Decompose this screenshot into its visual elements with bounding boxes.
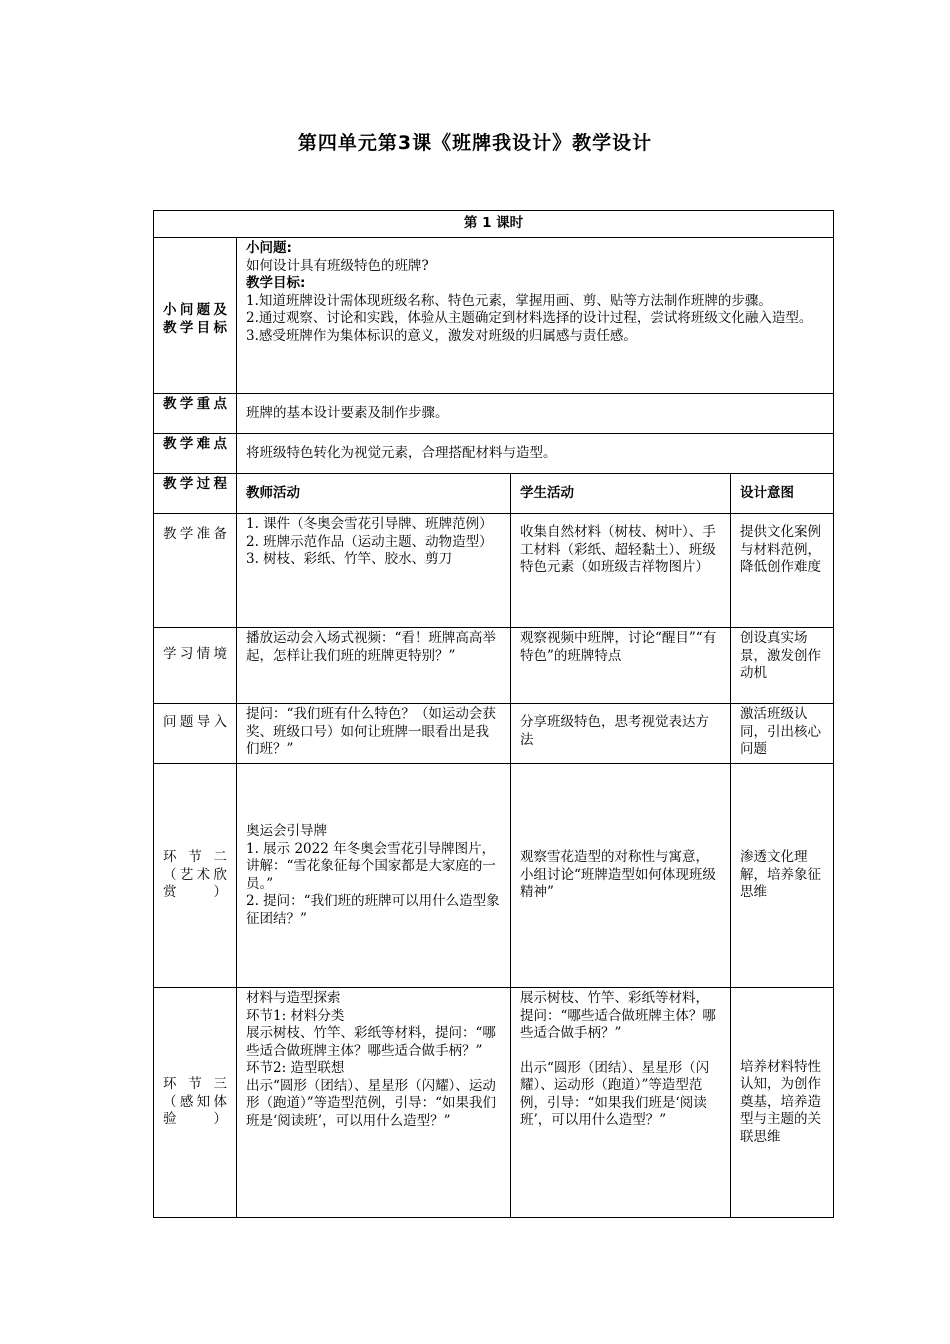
student-line: 观察雪花造型的对称性与寓意，小组讨论“班牌造型如何体现班级精神”	[520, 849, 716, 901]
student-line: 观察视频中班牌，讨论“醒目”“有特色”的班牌特点	[520, 630, 717, 664]
teacher-line: 奥运会引导牌	[246, 823, 327, 839]
teacher-line: 1. 课件（冬奥会雪花引导牌、班牌范例）	[246, 516, 493, 532]
teacher-activity	[237, 514, 511, 628]
design-intent	[731, 628, 834, 704]
intent-line: 提供文化案例与材料范例，降低创作难度	[740, 524, 821, 575]
goal-item: 3.感受班牌作为集体标识的意义，激发对班级的归属感与责任感。	[246, 327, 637, 344]
intent-line: 渗透文化理解，培养象征思维	[740, 849, 821, 901]
lesson-label: 第 1 课时	[154, 211, 834, 238]
intent-line: 激活班级认同，引出核心问题	[740, 706, 821, 757]
stage-label: 学习情境	[154, 628, 237, 704]
difficulty-label: 教学难点	[154, 434, 237, 474]
lesson-plan-table	[153, 210, 834, 1218]
design-intent	[731, 704, 834, 764]
difficulty-row	[154, 434, 834, 474]
key-point-row	[154, 394, 834, 434]
lesson-row	[154, 211, 834, 238]
page-title: 第四单元第3课《班牌我设计》教学设计	[297, 132, 653, 154]
design-intent	[731, 988, 834, 1218]
student-line: 出示“圆形（团结）、星星形（闪耀）、运动形（跑道）”等造型范例，引导：“如果我们班是‘阅读班’，可以用什么造型？”	[520, 1059, 710, 1128]
goals-heading: 教学目标:	[246, 275, 306, 291]
teacher-activity	[237, 704, 511, 764]
student-line: 收集自然材料（树枝、树叶）、手工材料（彩纸、超轻黏土）、班级特色元素（如班级吉祥物图片）	[520, 524, 716, 575]
student-activity	[511, 514, 731, 628]
teacher-line: 材料与造型探索	[246, 990, 341, 1006]
teacher-activity	[237, 628, 511, 704]
question-heading: 小问题:	[246, 240, 292, 256]
goal-item: 2.通过观察、讨论和实践，体验从主题确定到材料选择的设计过程，尝试将班级文化融入造型。	[246, 310, 813, 326]
teacher-line: 2. 提问：“我们班的班牌可以用什么造型象征团结？”	[246, 893, 500, 927]
goals-cell	[237, 238, 834, 394]
process-row	[154, 704, 834, 764]
difficulty-text: 将班级特色转化为视觉元素，合理搭配材料与造型。	[237, 434, 834, 474]
teacher-line: 展示树枝、竹竿、彩纸等材料，提问：“哪些适合做班牌主体？哪些适合做手柄？”	[246, 1025, 496, 1059]
teacher-line: 出示“圆形（团结）、星星形（闪耀）、运动形（跑道）”等造型范例，引导：“如果我们班是‘阅读班’，可以用什么造型？”	[246, 1077, 497, 1129]
stage-label: 教学准备	[154, 514, 237, 628]
goals-label: 小问题及教学目标	[154, 238, 237, 394]
student-activity	[511, 988, 731, 1218]
student-activity	[511, 628, 731, 704]
intent-line: 培养材料特性认知，为创作奠基，培养造型与主题的关联思维	[740, 1058, 821, 1145]
stage-label: 问题导入	[154, 704, 237, 764]
column-header-student: 学生活动	[511, 474, 731, 514]
teacher-line: 1. 展示 2022 年冬奥会雪花引导牌图片，讲解：“雪花象征每个国家都是大家庭的一员。”	[246, 840, 496, 892]
goals-row	[154, 238, 834, 394]
student-line: 分享班级特色，思考视觉表达方法	[520, 714, 709, 748]
intent-line: 创设真实场景，激发创作动机	[740, 630, 821, 681]
teacher-line: 播放运动会入场式视频：“看！班牌高高举起，怎样让我们班的班牌更特别？”	[246, 630, 496, 664]
process-header-row	[154, 474, 834, 514]
process-label: 教学过程	[154, 474, 237, 514]
design-intent	[731, 514, 834, 628]
student-activity	[511, 704, 731, 764]
key-point-text: 班牌的基本设计要素及制作步骤。	[237, 394, 834, 434]
process-row	[154, 514, 834, 628]
teacher-line: 2. 班牌示范作品（运动主题、动物造型）	[246, 533, 493, 550]
stage-label: 环节二（艺术欣赏）	[154, 764, 237, 988]
process-row	[154, 628, 834, 704]
column-header-intent: 设计意图	[731, 474, 834, 514]
question-text: 如何设计具有班级特色的班牌?	[246, 257, 429, 274]
column-header-teacher: 教师活动	[237, 474, 511, 514]
key-point-label: 教学重点	[154, 394, 237, 434]
goal-item: 1.知道班牌设计需体现班级名称、特色元素，掌握用画、剪、贴等方法制作班牌的步骤。	[246, 292, 772, 309]
teacher-activity	[237, 988, 511, 1218]
teacher-line: 环节2: 造型联想	[246, 1060, 345, 1076]
stage-label: 环节三（感知体验）	[154, 988, 237, 1218]
student-line: 展示树枝、竹竿、彩纸等材料，提问：“哪些适合做班牌主体？哪些适合做手柄？”	[520, 990, 716, 1041]
student-line-gap	[520, 1043, 721, 1060]
process-row	[154, 764, 834, 988]
teacher-activity	[237, 764, 511, 988]
process-row	[154, 988, 834, 1218]
student-activity	[511, 764, 731, 988]
teacher-line: 3. 树枝、彩纸、竹竿、胶水、剪刀	[246, 551, 453, 567]
design-intent	[731, 764, 834, 988]
teacher-line: 环节1: 材料分类	[246, 1007, 345, 1024]
teacher-line: 提问：“我们班有什么特色？（如运动会获奖、班级口号）如何让班牌一眼看出是我们班？”	[246, 706, 496, 757]
